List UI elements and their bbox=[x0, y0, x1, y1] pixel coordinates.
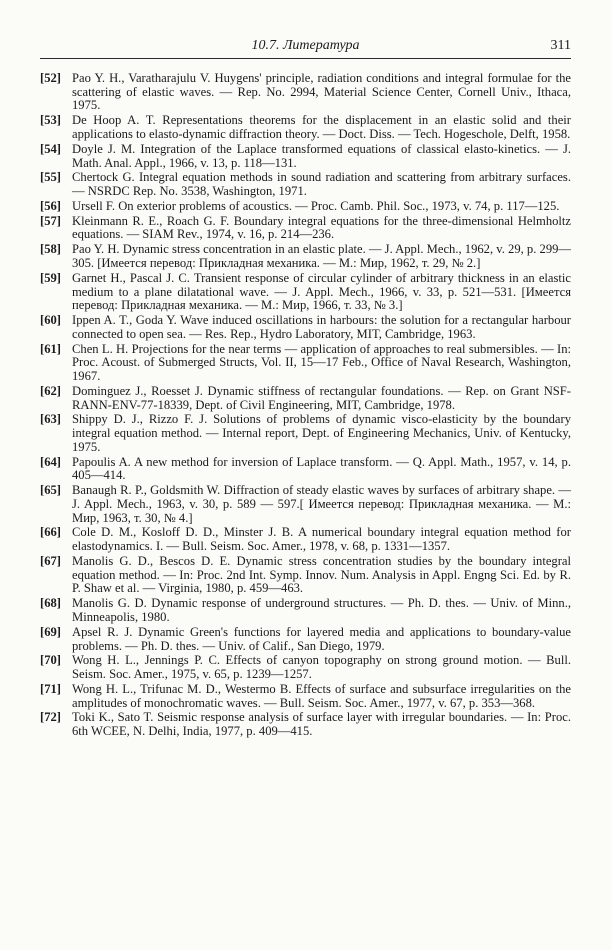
reference-text: Kleinmann R. E., Roach G. F. Boundary integral equations for the three-dimensional Helmholtz equations. — SIAM Rev., 1974, v. 16, p. 214—236. bbox=[72, 213, 571, 242]
reference-text: Pao Y. H. Dynamic stress concentration in an elastic plate. — J. Appl. Mech., 1962, v. 29, p. 299—305. [Имеется перевод: Прикладная механика. — М.: Мир, 1962, т. 29, № 2.] bbox=[72, 242, 572, 270]
reference-number: [67] bbox=[40, 554, 61, 569]
reference-number: [60] bbox=[40, 313, 61, 328]
reference-item bbox=[40, 711, 571, 738]
reference-item bbox=[40, 114, 571, 141]
reference-number: [71] bbox=[40, 681, 61, 696]
reference-number: [63] bbox=[40, 412, 61, 427]
reference-number: [65] bbox=[40, 483, 61, 498]
reference-text: Chertock G. Integral equation methods in sound radiation and scattering from arbitrary surfaces. — NSRDC Rep. No. 3538, Washington, 1971. bbox=[72, 170, 571, 199]
reference-item bbox=[40, 272, 571, 313]
reference-item bbox=[40, 654, 571, 681]
reference-number: [56] bbox=[40, 198, 61, 213]
reference-text: Doyle J. M. Integration of the Laplace transformed equations of classical elasto-kinetics. — J. Math. Anal. Appl., 1966, v. 13, p. 118—131. bbox=[72, 141, 571, 170]
reference-number: [61] bbox=[40, 341, 61, 356]
reference-text: Wong H. L., Jennings P. C. Effects of canyon topography on strong ground motion. — Bull. Seism. Soc. Amer., 1975, v. 65, p. 1239—1257. bbox=[72, 653, 571, 682]
reference-text: Ursell F. On exterior problems of acoustics. — Proc. Camb. Phil. Soc., 1973, v. 74, p. 117—125. bbox=[72, 198, 560, 213]
reference-text: Pao Y. H., Varatharajulu V. Huygens' principle, radiation conditions and integral formulae for the scattering of elastic waves. — Rep. No. 2994, Material Science Center, Cornell Univ., Ithaca, 1975. bbox=[72, 71, 571, 113]
reference-text: Garnet H., Pascal J. C. Transient response of circular cylinder of arbitrary thickness in an elastic medium to a plane dilatational wave. — J. Appl. Mech., 1966, v. 33, p. 521—531. [Имеется перевод: Прикладная механика. — М.: Мир, 1966, т. 33, № 3.] bbox=[72, 270, 571, 313]
reference-item bbox=[40, 314, 571, 341]
reference-number: [64] bbox=[40, 454, 61, 469]
reference-item bbox=[40, 456, 571, 483]
reference-text: Manolis G. D., Bescos D. E. Dynamic stress concentration studies by the boundary integral equation method. — In: Proc. 2nd Int. Symp. Innov. Num. Analysis in Appl. Engng Sci. Ed. by R. P. Shaw et al. — Virginia, 1980, p. 459—463. bbox=[72, 554, 571, 596]
reference-item bbox=[40, 243, 571, 270]
reference-item bbox=[40, 683, 571, 710]
reference-number: [54] bbox=[40, 141, 61, 156]
reference-text: Chen L. H. Projections for the near terms — application of approaches to real submersibles. — In: Proc. Acoust. of Submerged Structs, Vol. II, 15—17 Feb., Office of Naval Research, Washington, 1967. bbox=[72, 341, 571, 384]
reference-text: Manolis G. D. Dynamic response of underground structures. — Ph. D. thes. — Univ. of Minn., Minneapolis, 1980. bbox=[72, 596, 571, 624]
reference-item bbox=[40, 385, 571, 412]
reference-text: Toki K., Sato T. Seismic response analysis of surface layer with irregular boundaries. — In: Proc. 6th WCEE, N. Delhi, India, 1977, p. 409—415. bbox=[72, 710, 571, 739]
page-number: 311 bbox=[550, 38, 571, 53]
reference-item bbox=[40, 484, 571, 525]
reference-text: Wong H. L., Trifunac M. D., Westermo B. Effects of surface and subsurface irregularities on the amplitudes of monochromatic waves. — Bull. Seism. Soc. Amer., 1977, v. 67, p. 353—368. bbox=[72, 681, 571, 710]
reference-text: Papoulis A. A new method for inversion of Laplace transform. — Q. Appl. Math., 1957, v. 14, p. 405—414. bbox=[72, 454, 571, 483]
reference-item bbox=[40, 555, 571, 596]
reference-number: [59] bbox=[40, 270, 61, 285]
reference-number: [57] bbox=[40, 213, 61, 228]
reference-text: Apsel R. J. Dynamic Green's functions for layered media and applications to boundary-value problems. — Ph. D. thes. — Univ. of Calif., San Diego, 1979. bbox=[72, 624, 571, 653]
reference-text: Cole D. M., Kosloff D. D., Minster J. B. A numerical boundary integral equation method for elastodynamics. I. — Bull. Seism. Soc. Amer., 1978, v. 68, p. 1331—1357. bbox=[72, 525, 571, 554]
reference-number: [70] bbox=[40, 653, 61, 668]
reference-item bbox=[40, 413, 571, 454]
reference-item bbox=[40, 72, 571, 113]
reference-text: De Hoop A. T. Representations theorems for the displacement in an elastic solid and their applications to elasto-dynamic diffraction theory. — Doct. Diss. — Tech. Hogeschole, Delft, 1958. bbox=[72, 113, 571, 141]
reference-item bbox=[40, 343, 571, 384]
reference-item bbox=[40, 626, 571, 653]
running-header bbox=[40, 38, 571, 59]
reference-number: [53] bbox=[40, 113, 61, 128]
reference-item bbox=[40, 143, 571, 170]
reference-item bbox=[40, 200, 571, 214]
reference-number: [58] bbox=[40, 242, 61, 257]
section-title: 10.7. Литература bbox=[251, 38, 360, 53]
reference-list bbox=[40, 72, 571, 740]
reference-number: [62] bbox=[40, 383, 61, 398]
reference-item bbox=[40, 215, 571, 242]
reference-text: Shippy D. J., Rizzo F. J. Solutions of problems of dynamic visco-elasticity by the boundary integral equation method. — Internal report, Dept. of Engineering Mechanics, Univ. of Kentucky, 1975. bbox=[72, 412, 571, 454]
reference-number: [66] bbox=[40, 525, 61, 540]
reference-number: [68] bbox=[40, 596, 61, 611]
reference-text: Banaugh R. P., Goldsmith W. Diffraction of steady elastic waves by surfaces of arbitrary shape. — J. Appl. Mech., 1963, v. 30, p. 589 — 597.[ Имеется перевод: Прикладная механика. — М.: Мир, 1963, т. 30, № 4.] bbox=[72, 483, 571, 525]
reference-item bbox=[40, 597, 571, 624]
reference-item bbox=[40, 171, 571, 198]
reference-number: [69] bbox=[40, 624, 61, 639]
reference-number: [55] bbox=[40, 170, 61, 185]
reference-text: Dominguez J., Roesset J. Dynamic stiffness of rectangular foundations. — Rep. on Grant NSF-RANN-ENV-77-18339, Dept. of Civil Engineering, MIT, Cambridge, 1978. bbox=[72, 383, 571, 412]
reference-text: Ippen A. T., Goda Y. Wave induced oscillations in harbours: the solution for a rectangular harbour connected to open sea. — Res. Rep., Hydro Laboratory, MIT, Cambridge, 1963. bbox=[72, 313, 571, 341]
reference-item bbox=[40, 526, 571, 553]
reference-number: [52] bbox=[40, 71, 61, 85]
reference-number: [72] bbox=[40, 710, 61, 725]
